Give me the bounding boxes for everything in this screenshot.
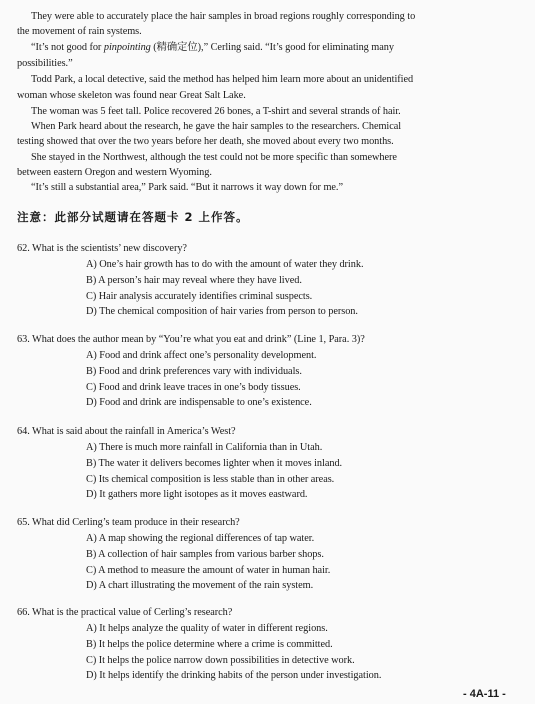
option-a[interactable]: A) There is much more rainfall in California than in Utah.	[86, 442, 323, 453]
option-a[interactable]: A) Food and drink affect one’s personality development.	[86, 350, 317, 361]
question-stem: 66. What is the practical value of Cerling’s research?	[17, 607, 233, 618]
option-d[interactable]: D) A chart illustrating the movement of the rain system.	[86, 580, 314, 591]
option-b[interactable]: B) Food and drink preferences vary with individuals.	[86, 366, 302, 377]
option-b[interactable]: B) A collection of hair samples from various barber shops.	[86, 549, 324, 560]
option-b[interactable]: B) It helps the police determine where a crime is committed.	[86, 639, 333, 650]
option-c[interactable]: C) Hair analysis accurately identifies criminal suspects.	[86, 291, 313, 302]
passage-line: woman whose skeleton was found near Great Salt Lake.	[17, 90, 246, 101]
option-d[interactable]: D) It helps identify the drinking habits of the person under investigation.	[86, 670, 382, 681]
question-stem: 65. What did Cerling’s team produce in their research?	[17, 517, 240, 528]
passage-line: She stayed in the Northwest, although the test could not be more specific than somewhere	[31, 152, 397, 163]
option-d[interactable]: D) It gathers more light isotopes as it moves eastward.	[86, 489, 308, 500]
passage-line: “It’s still a substantial area,” Park said. “But it narrows it way down for me.”	[31, 182, 343, 193]
option-b[interactable]: B) The water it delivers becomes lighter when it moves inland.	[86, 458, 343, 469]
passage-line: They were able to accurately place the hair samples in broad regions roughly corresponding to	[31, 11, 416, 22]
option-a[interactable]: A) It helps analyze the quality of water in different regions.	[86, 623, 328, 634]
passage-line: When Park heard about the research, he gave the hair samples to the researchers. Chemical	[31, 121, 402, 132]
option-c[interactable]: C) A method to measure the amount of water in human hair.	[86, 565, 331, 576]
option-d[interactable]: D) Food and drink are indispensable to one’s existence.	[86, 397, 312, 408]
passage-line: between eastern Oregon and western Wyoming.	[17, 167, 212, 178]
option-d[interactable]: D) The chemical composition of hair varies from person to person.	[86, 306, 358, 317]
question-stem: 62. What is the scientists’ new discovery?	[17, 243, 187, 254]
page-number: - 4A-11 -	[463, 688, 506, 700]
passage-line: testing showed that over the two years before her death, she moved about every two months.	[17, 136, 394, 147]
option-c[interactable]: C) Food and drink leave traces in one’s body tissues.	[86, 382, 301, 393]
question-stem: 64. What is said about the rainfall in America’s West?	[17, 426, 236, 437]
option-b[interactable]: B) A person’s hair may reveal where they have lived.	[86, 275, 302, 286]
option-a[interactable]: A) One’s hair growth has to do with the amount of water they drink.	[86, 259, 364, 270]
answer-sheet-instruction: 注意：此部分试题请在答题卡 2 上作答。	[17, 210, 249, 224]
passage-line: “It’s not good for pinpointing (精确定位),” Cerling said. “It’s good for eliminating many	[31, 42, 394, 53]
option-c[interactable]: C) It helps the police narrow down possibilities in detective work.	[86, 655, 355, 666]
question-stem: 63. What does the author mean by “You’re what you eat and drink” (Line 1, Para. 3)?	[17, 334, 365, 345]
option-a[interactable]: A) A map showing the regional differences of tap water.	[86, 533, 315, 544]
passage-line: The woman was 5 feet tall. Police recovered 26 bones, a T-shirt and several strands of hair.	[31, 106, 401, 117]
option-c[interactable]: C) Its chemical composition is less stable than in other areas.	[86, 474, 335, 485]
passage-line: Todd Park, a local detective, said the method has helped him learn more about an unidentified	[31, 74, 414, 85]
passage-line: possibilities.”	[17, 58, 73, 69]
passage-line: the movement of rain systems.	[17, 26, 142, 37]
